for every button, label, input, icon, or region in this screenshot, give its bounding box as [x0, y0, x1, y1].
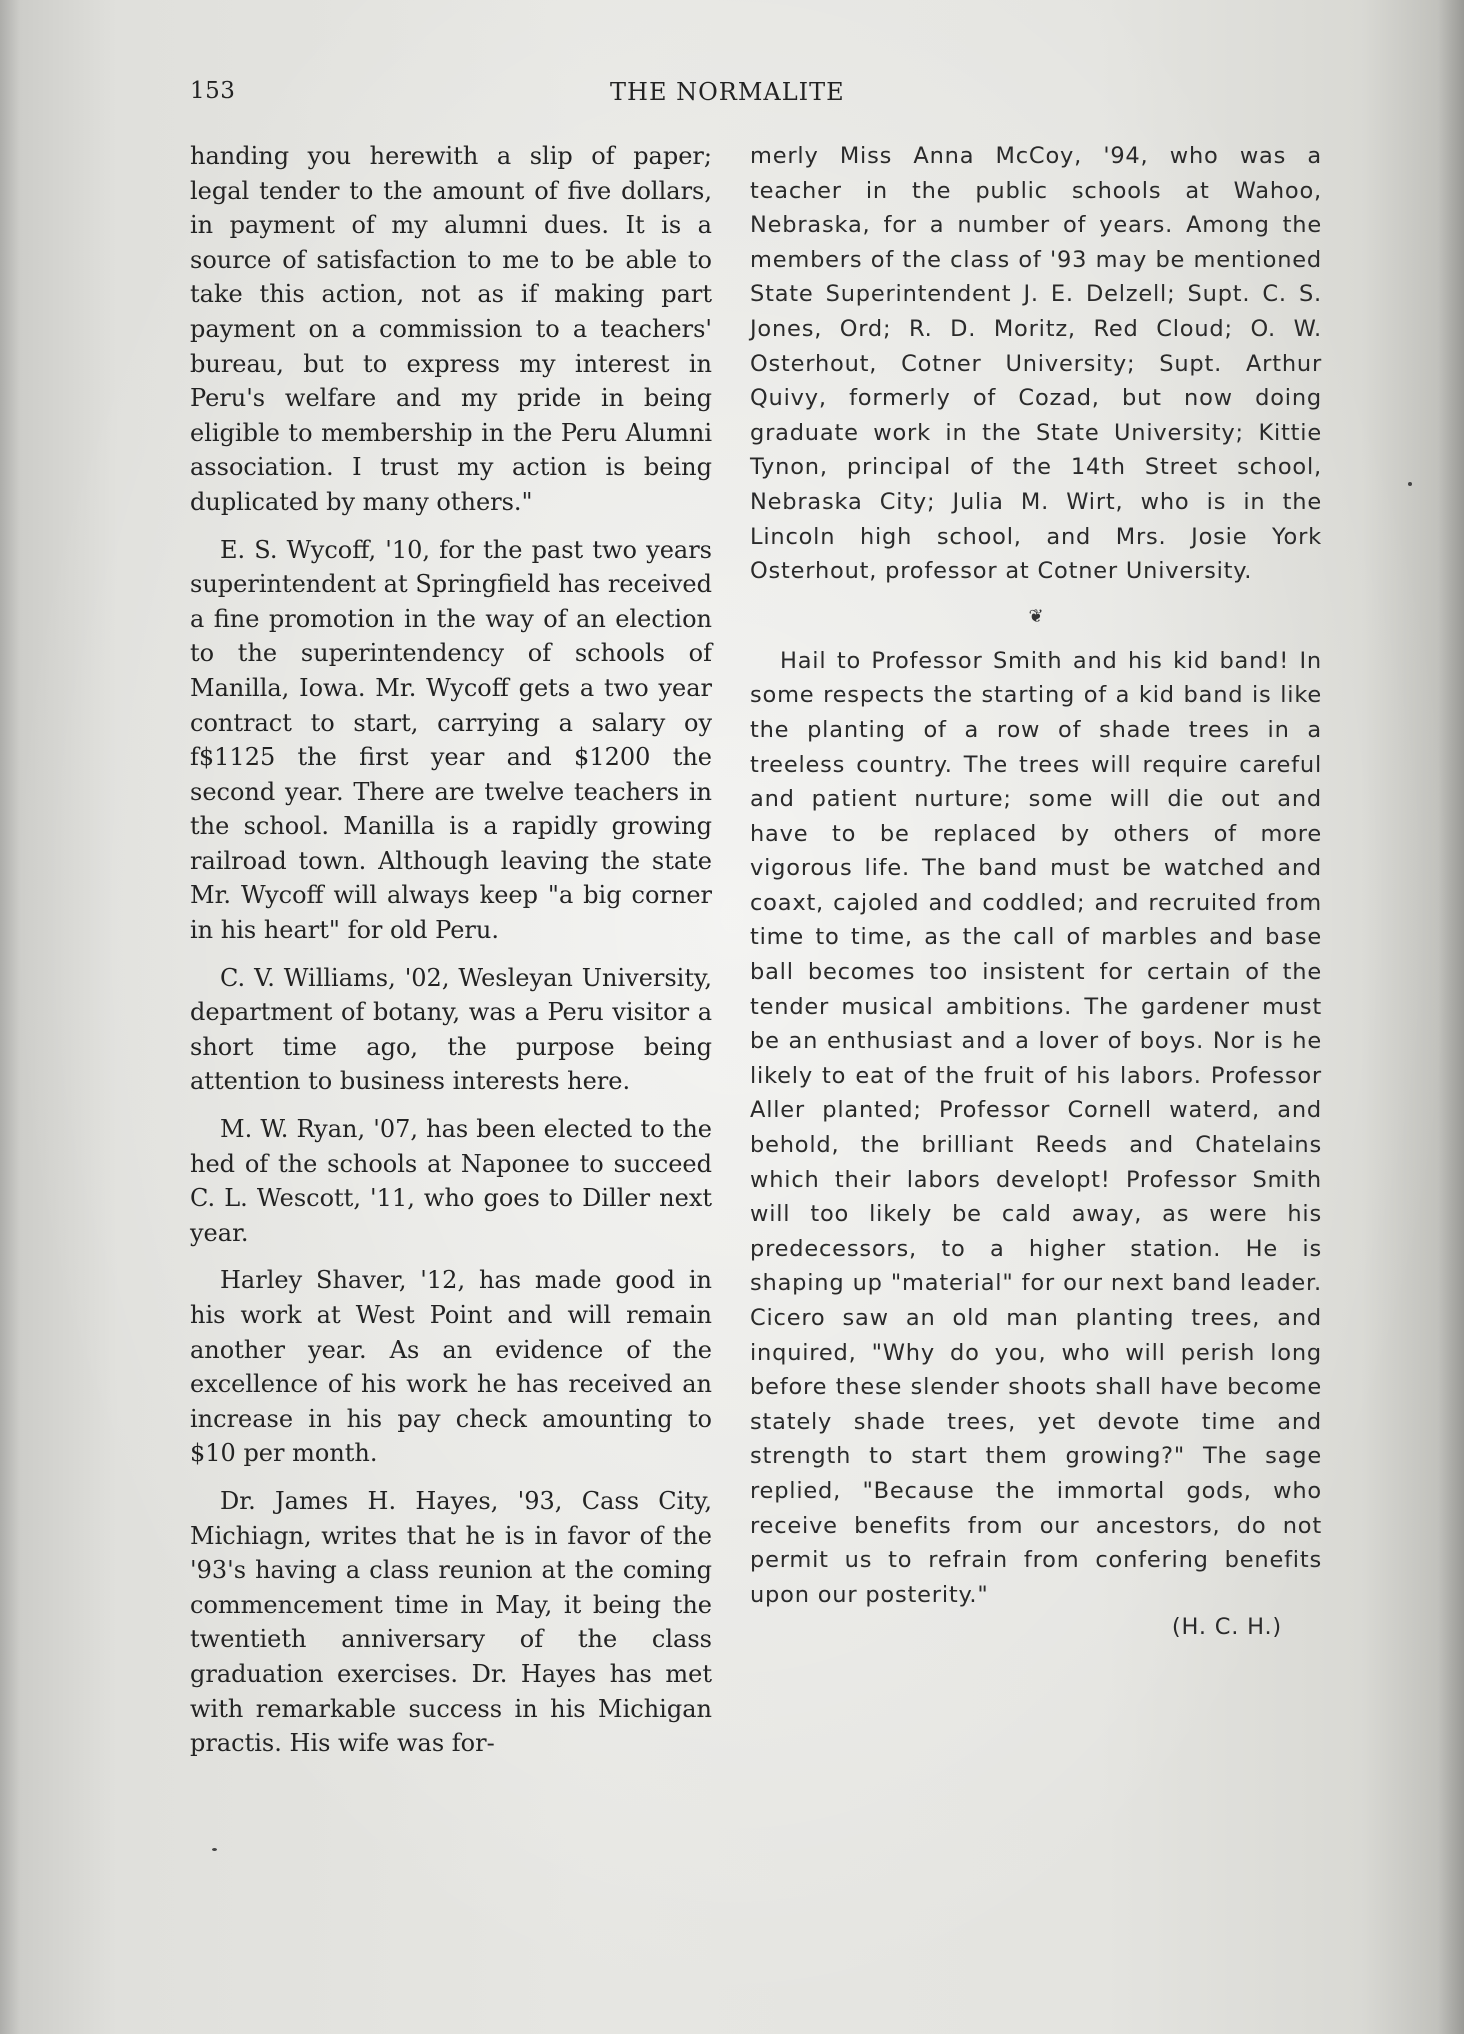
alumni-letter-ending: handing you herewith a slip of paper; legal tender to the amount of five dollars, in payment of my alumni dues. It is a source of satisfaction to me to be able to take this action, not as if making part payment on a commission to a teachers' bureau, but to express my interest in Peru's welfare and my pride in being eligible to membership in the Peru Alumni association. I trust my action is being duplicated by many others."	[190, 142, 712, 516]
running-header	[190, 78, 1330, 114]
left-column	[190, 139, 712, 1774]
journal-title: THE NORMALITE	[610, 78, 845, 106]
scan-speck	[212, 1848, 217, 1851]
shaver-paragraph: Harley Shaver, '12, has made good in his work at West Point and will remain another year. As an evidence of the excellence of his work he has received an increase in his pay check amounting to $10 per month.	[190, 1266, 712, 1468]
page-number: 153	[190, 78, 236, 104]
right-column	[750, 139, 1322, 1642]
hayes-paragraph: Dr. James H. Hayes, '93, Cass City, Michiagn, writes that he is in favor of the '93's having a class reunion at the coming commencement time in May, it being the twentieth anniversary of the class graduation exercises. Dr. Hayes has met with remarkable success in his Michigan practis. His wife was for-	[190, 1486, 712, 1758]
section-ornament-icon: ❦	[1028, 605, 1044, 627]
editorial-signature: (H. C. H.)	[1171, 1614, 1282, 1641]
page-left-shadow	[0, 0, 20, 2034]
ryan-paragraph: M. W. Ryan, '07, has been elected to the hed of the schools at Naponee to succeed C. L. Wescott, '11, who goes to Diller next year.	[190, 1115, 712, 1247]
editorial-signoff	[750, 1612, 1322, 1642]
williams-paragraph: C. V. Williams, '02, Wesleyan University, department of botany, was a Peru visitor a short time ago, the purpose being attention to business interests here.	[190, 963, 712, 1096]
hayes-paragraph-continued: merly Miss Anna McCoy, '94, who was a teacher in the public schools at Wahoo, Nebraska, for a number of years. Among the members of the class of '93 may be mentioned State Superintendent J. E. Delzell; Supt. C. S. Jones, Ord; R. D. Moritz, Red Cloud; O. W. Osterhout, Cotner University; Supt. Arthur Quivy, formerly of Cozad, but now doing graduate work in the State University; Kittie Tynon, principal of the 14th Street school, Nebraska City; Julia M. Wirt, who is in the Lincoln high school, and Mrs. Josie York Osterhout, professor at Cotner University.	[750, 143, 1322, 585]
page-right-shadow	[1438, 0, 1464, 2034]
scan-speck	[1408, 482, 1412, 486]
wycoff-paragraph: E. S. Wycoff, '10, for the past two years superintendent at Springfield has received a fine promotion in the way of an election to the superintendency of schools of Manilla, Iowa. Mr. Wycoff gets a two year contract to start, carrying a salary oy f$1125 the first year and $1200 the second year. There are twelve teachers in the school. Manilla is a rapidly growing railroad town. Although leaving the state Mr. Wycoff will always keep "a big corner in his heart" for old Peru.	[190, 535, 712, 945]
kid-band-editorial: Hail to Professor Smith and his kid band! In some respects the starting of a kid band is like the planting of a row of shade trees in a treeless country. The trees will require careful and patient nurture; some will die out and have to be replaced by others of more vigorous life. The band must be watched and coaxt, cajoled and coddled; and recruited from time to time, as the call of marbles and base ball becomes too insistent for certain of the tender musical ambitions. The gardener must be an enthusiast and a lover of boys. Nor is he likely to eat of the fruit of his labors. Professor Aller planted; Professor Cornell waterd, and behold, the brilliant Reeds and Chatelains which their labors developt! Professor Smith will too likely be cald away, as were his predecessors, to a higher station. He is shaping up "material" for our next band leader. Cicero saw an old man planting trees, and inquired, "Why do you, who will perish long before these slender shoots shall have become stately shade trees, yet devote time and strength to start them growing?" The sage replied, "Because the immortal gods, who receive benefits from our ancestors, do not permit us to refrain from confering benefits upon our posterity."	[750, 647, 1322, 1608]
